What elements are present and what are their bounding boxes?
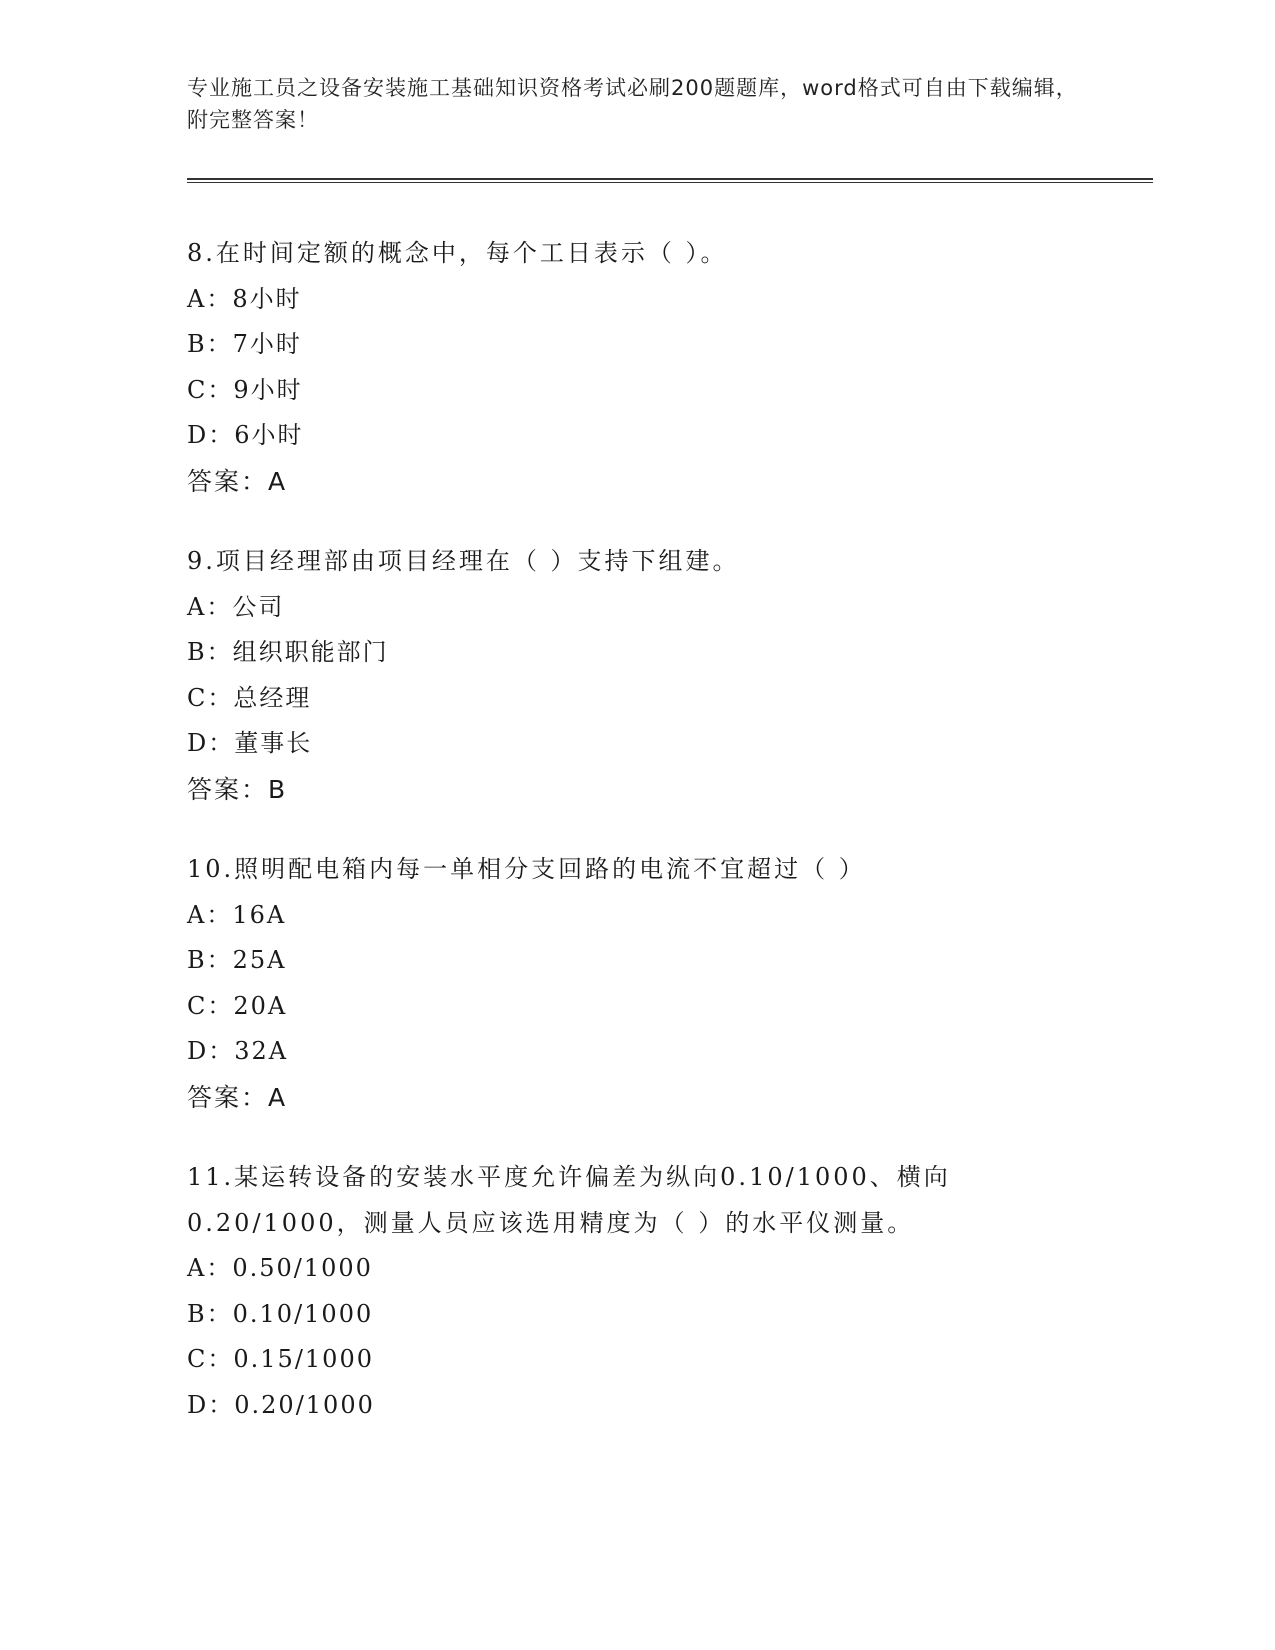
option-b	[187, 1292, 1167, 1338]
option-text: 0.10/1000	[232, 1299, 374, 1328]
option-key: B：	[187, 638, 233, 666]
option-text: 25A	[232, 946, 287, 974]
question-title-line-1: 11.某运转设备的安装水平度允许偏差为纵向0.10/1000、横向	[187, 1163, 951, 1191]
option-text: 0.20/1000	[234, 1390, 375, 1419]
option-d	[187, 413, 1167, 459]
question-list	[187, 231, 1167, 1463]
option-text: 8小时	[232, 284, 302, 313]
option-b	[187, 322, 1167, 368]
option-key: D：	[187, 1037, 235, 1065]
option-text: 9小时	[233, 375, 303, 404]
question-title-line-2: 0.20/1000，测量人员应该选用精度为（ ）的水平仪测量。	[187, 1208, 915, 1237]
option-key: C：	[187, 1345, 234, 1373]
option-a	[187, 585, 1167, 631]
option-key: A：	[187, 592, 233, 621]
option-c	[187, 1337, 1167, 1383]
option-key: B：	[187, 1299, 233, 1328]
question-item	[187, 539, 1167, 812]
option-text: 总经理	[233, 683, 312, 712]
option-text: 0.15/1000	[233, 1345, 374, 1373]
option-c	[187, 984, 1167, 1030]
option-key: C：	[187, 991, 234, 1020]
option-key: C：	[187, 683, 234, 712]
option-key: D：	[187, 729, 235, 757]
header-divider	[187, 178, 1153, 183]
option-key: A：	[187, 900, 233, 929]
option-text: 6小时	[234, 421, 304, 449]
header-text: 专业施工员之设备安装施工基础知识资格考试必刷200题题库，word格式可自由下载编辑，附完整答案！	[187, 76, 1078, 132]
option-d	[187, 1383, 1167, 1429]
option-a	[187, 1246, 1167, 1292]
answer-line: 答案：A	[187, 1082, 288, 1112]
question-item	[187, 847, 1167, 1120]
option-a	[187, 893, 1167, 939]
answer-line: 答案：B	[187, 774, 288, 804]
option-c	[187, 368, 1167, 414]
option-key: A：	[187, 284, 233, 313]
option-c	[187, 676, 1167, 722]
option-text: 董事长	[234, 729, 313, 757]
document-header	[187, 72, 1087, 136]
option-key: C：	[187, 375, 234, 404]
option-key: B：	[187, 946, 233, 974]
question-item	[187, 231, 1167, 504]
option-text: 0.50/1000	[232, 1254, 373, 1282]
option-key: D：	[187, 421, 235, 449]
option-a	[187, 277, 1167, 323]
answer-line: 答案：A	[187, 466, 288, 496]
option-text: 20A	[233, 991, 288, 1020]
option-b	[187, 938, 1167, 984]
question-item	[187, 1155, 1167, 1428]
option-d	[187, 1029, 1167, 1075]
question-title: 8.在时间定额的概念中，每个工日表示（ ）。	[187, 239, 728, 267]
option-text: 7小时	[232, 330, 302, 358]
option-d	[187, 721, 1167, 767]
option-text: 组织职能部门	[232, 638, 389, 666]
question-title: 10.照明配电箱内每一单相分支回路的电流不宜超过（ ）	[187, 855, 866, 883]
option-b	[187, 630, 1167, 676]
option-key: B：	[187, 330, 233, 358]
option-key: D：	[187, 1390, 235, 1419]
question-title: 9.项目经理部由项目经理在（ ）支持下组建。	[187, 547, 740, 575]
option-key: A：	[187, 1254, 233, 1282]
option-text: 32A	[234, 1037, 289, 1065]
option-text: 16A	[232, 900, 287, 929]
option-text: 公司	[232, 592, 285, 621]
